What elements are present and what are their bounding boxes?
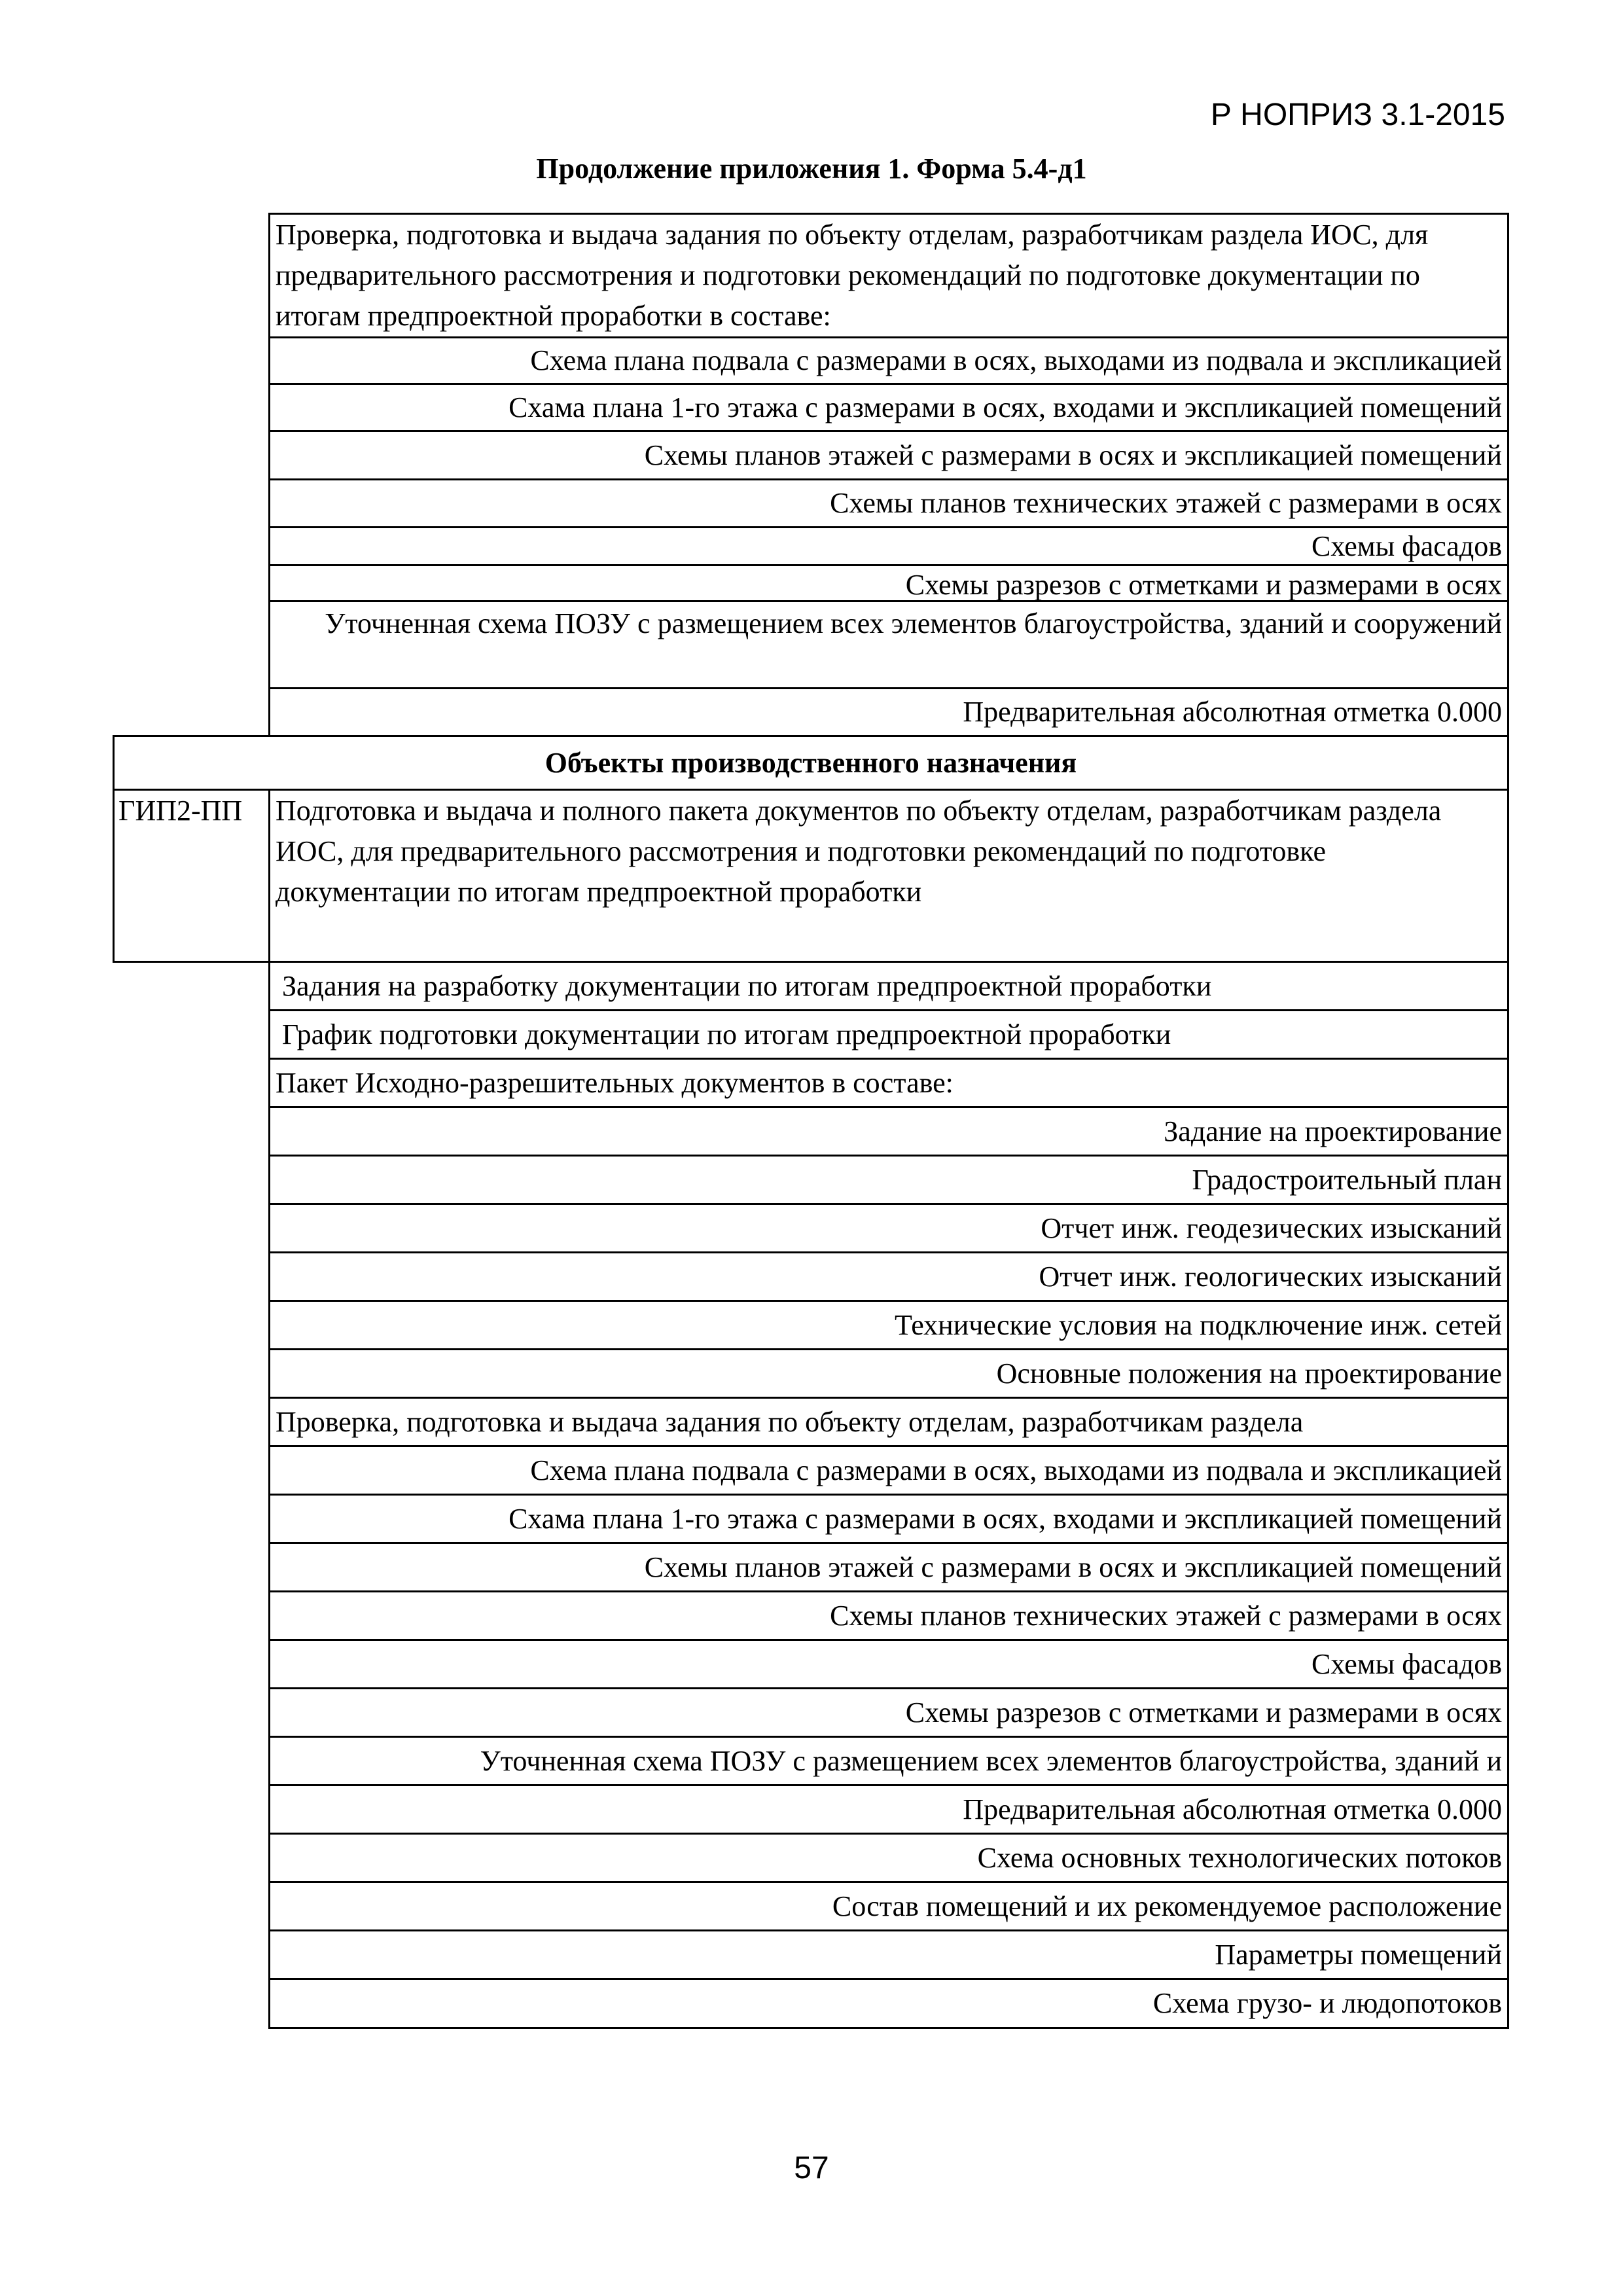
section1-item: Схемы разрезов с отметками и размерами в осях bbox=[268, 564, 1509, 602]
page-title: Продолжение приложения 1. Форма 5.4-д1 bbox=[536, 152, 1087, 185]
section2-item: Схемы фасадов bbox=[268, 1639, 1509, 1689]
section2-item: Схемы планов этажей с размерами в осях и экспликацией помещений bbox=[268, 1542, 1509, 1592]
section2-item: Схема плана подвала с размерами в осях, выходами из подвала и экспликацией bbox=[268, 1445, 1509, 1496]
package-item: Основные положения на проектирование bbox=[268, 1348, 1509, 1399]
section2-item: Схама плана 1-го этажа с размерами в осях, входами и экспликацией помещений bbox=[268, 1494, 1509, 1544]
section1-item: Схемы фасадов bbox=[268, 526, 1509, 566]
document-code: Р НОПРИЗ 3.1-2015 bbox=[1210, 98, 1505, 132]
package-item: Отчет инж. геологических изысканий bbox=[268, 1251, 1509, 1302]
gip-code: ГИП2-ПП bbox=[118, 795, 243, 827]
section1-item: Схема плана подвала с размерами в осях, выходами из подвала и экспликацией bbox=[268, 336, 1509, 385]
section2-item: Состав помещений и их рекомендуемое расположение bbox=[268, 1881, 1509, 1931]
package-item: Задание на проектирование bbox=[268, 1106, 1509, 1157]
package-item: Градостроительный план bbox=[268, 1155, 1509, 1205]
section2-item: Схема грузо- и людопотоков bbox=[268, 1978, 1509, 2029]
section1-item: Схемы планов технических этажей с размерами в осях bbox=[268, 478, 1509, 528]
section2-item: Предварительная абсолютная отметка 0.000 bbox=[268, 1784, 1509, 1835]
section1-intro: Проверка, подготовка и выдача задания по объекту отделам, разработчикам раздела ИОС, для предварительного рассмотрения и подготовки рекомендаций по подготовке документации по итогам предпроектной проработки в составе: bbox=[268, 213, 1509, 338]
gip-code-cell bbox=[113, 789, 270, 963]
page-number: 57 bbox=[794, 2151, 829, 2185]
gip-description: Подготовка и выдача и полного пакета документов по объекту отделам, разработчикам раздела ИОС, для предварительного рассмотрения и подготовки рекомендаций по подготовке документации по итогам предпроектной проработки bbox=[268, 789, 1509, 963]
section2-item: Уточненная схема ПОЗУ с размещением всех элементов благоустройства, зданий и bbox=[268, 1736, 1509, 1786]
section1-item: Предварительная абсолютная отметка 0.000 bbox=[268, 687, 1509, 737]
section-header: Объекты производственного назначения bbox=[113, 735, 1509, 791]
section1-item: Схемы планов этажей с размерами в осях и экспликацией помещений bbox=[268, 430, 1509, 480]
section1-item: Уточненная схема ПОЗУ с размещением всех элементов благоустройства, зданий и сооружений bbox=[268, 600, 1509, 689]
schedule-row: График подготовки документации по итогам предпроектной проработки bbox=[268, 1009, 1509, 1060]
section2-item: Схемы разрезов с отметками и размерами в осях bbox=[268, 1687, 1509, 1738]
section1-item: Схама плана 1-го этажа с размерами в осях, входами и экспликацией помещений bbox=[268, 383, 1509, 432]
assignments-row: Задания на разработку документации по итогам предпроектной проработки bbox=[268, 961, 1509, 1011]
section2-intro: Проверка, подготовка и выдача задания по объекту отделам, разработчикам раздела bbox=[268, 1397, 1509, 1447]
package-item: Технические условия на подключение инж. сетей bbox=[268, 1300, 1509, 1350]
package-item: Отчет инж. геодезических изысканий bbox=[268, 1203, 1509, 1253]
section2-item: Схемы планов технических этажей с размерами в осях bbox=[268, 1590, 1509, 1641]
package-intro: Пакет Исходно-разрешительных документов в составе: bbox=[268, 1058, 1509, 1108]
section2-item: Схема основных технологических потоков bbox=[268, 1833, 1509, 1883]
section2-item: Параметры помещений bbox=[268, 1929, 1509, 1980]
